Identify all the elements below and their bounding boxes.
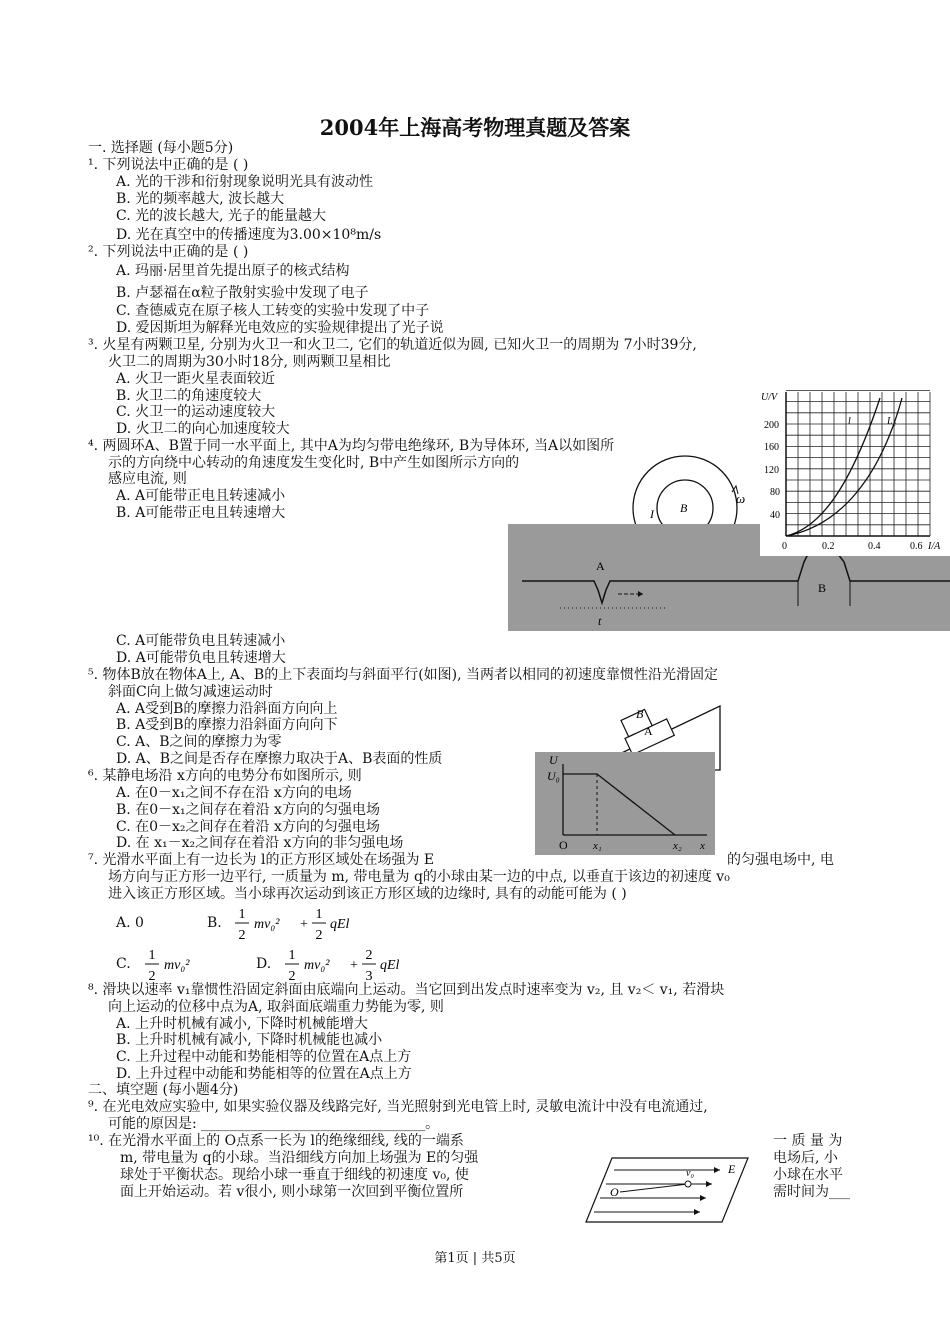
text-line: B. 火卫二的角速度较大 bbox=[116, 388, 262, 404]
text-line: D. A可能带负电且转速增大 bbox=[116, 650, 286, 666]
svg-text:U: U bbox=[549, 753, 558, 767]
text-line: A. 玛丽·居里首先提出原子的核式结构 bbox=[116, 263, 350, 279]
text-line: 的匀强电场中, 电 bbox=[727, 852, 834, 868]
svg-text:200: 200 bbox=[764, 420, 779, 431]
svg-text:mv₀²: mv₀² bbox=[304, 958, 330, 973]
svg-text:qEl: qEl bbox=[330, 917, 350, 932]
text-line: 一 质 量 为 bbox=[773, 1133, 843, 1149]
text-line: ². 下列说法中正确的是 ( ) bbox=[88, 244, 249, 260]
svg-text:U₀: U₀ bbox=[547, 769, 560, 783]
svg-text:1: 1 bbox=[315, 907, 323, 922]
text-line: ⁸. 滑块以速率 v₁靠惯性沿固定斜面由底端向上运动。当它回到出发点时速率变为 v₂, 且 v₂＜ v₁, 若滑块 bbox=[88, 982, 725, 998]
text-line: ³. 火星有两颗卫星, 分别为火卫一和火卫二, 它们的轨道近似为圆, 已知火卫一的周期为 7小时39分, bbox=[88, 337, 697, 353]
text-line: ¹⁰. 在光滑水平面上的 O点系一长为 l的绝缘细线, 线的一端系 bbox=[88, 1133, 464, 1149]
text-line: 示的方向绕中心转动的角速度发生变化时, B中产生如图所示方向的 bbox=[108, 455, 520, 471]
text-line: 感应电流, 则 bbox=[108, 471, 187, 487]
svg-text:ω: ω bbox=[736, 491, 746, 506]
svg-text:mv₀²: mv₀² bbox=[254, 917, 280, 932]
svg-text:t: t bbox=[598, 614, 602, 628]
svg-text:120: 120 bbox=[764, 465, 779, 476]
svg-text:3: 3 bbox=[365, 969, 373, 984]
text-line: 面上开始运动。若 v很小, 则小球第一次回到平衡位置所 bbox=[120, 1184, 464, 1200]
text-line: C. A可能带负电且转速减小 bbox=[116, 633, 286, 649]
text-line: B. A受到B的摩擦力沿斜面方向向下 bbox=[116, 717, 338, 733]
text-line: m, 带电量为 q的小球。当沿细线方向加上场强为 E的匀强 bbox=[120, 1150, 479, 1166]
svg-text:0.4: 0.4 bbox=[868, 541, 881, 552]
svg-text:v₀: v₀ bbox=[686, 1168, 694, 1179]
svg-text:0.6: 0.6 bbox=[910, 541, 923, 552]
u-i-graph bbox=[760, 388, 950, 556]
text-line: C. bbox=[116, 956, 131, 972]
svg-text:0: 0 bbox=[782, 541, 787, 552]
svg-text:E: E bbox=[728, 1162, 736, 1176]
text-line: C. 上升过程中动能和势能相等的位置在A点上方 bbox=[116, 1049, 412, 1065]
option-c-formula bbox=[140, 943, 230, 985]
text-line: D. 光在真空中的传播速度为3.00×10⁸m/s bbox=[116, 227, 382, 243]
text-line: 进入该正方形区域。当小球再次运动到该正方形区域的边缘时, 具有的动能可能为 ( ) bbox=[108, 886, 627, 902]
text-line: 一. 选择题 (每小题5分) bbox=[88, 140, 234, 156]
text-line: B. 光的频率越大, 波长越大 bbox=[116, 191, 285, 207]
svg-text:O: O bbox=[610, 1185, 619, 1199]
text-line: 球处于平衡状态。现给小球一垂直于细线的初速度 v₀, 使 bbox=[120, 1167, 469, 1183]
svg-text:+: + bbox=[350, 958, 358, 973]
svg-text:B: B bbox=[636, 707, 644, 721]
text-line: 电场后, 小 bbox=[773, 1150, 838, 1166]
svg-text:40: 40 bbox=[770, 510, 780, 521]
svg-text:2: 2 bbox=[238, 928, 246, 943]
svg-text:2: 2 bbox=[148, 969, 156, 984]
text-line: D. A、B之间是否存在摩擦力取决于A、B表面的性质 bbox=[116, 751, 443, 767]
svg-text:I/A: I/A bbox=[928, 541, 941, 552]
text-line: C. A、B之间的摩擦力为零 bbox=[116, 734, 282, 750]
text-line: A. 上升时机械有减小, 下降时机械能增大 bbox=[116, 1016, 368, 1032]
text-line: A. 0 bbox=[116, 915, 144, 931]
svg-text:2: 2 bbox=[315, 928, 323, 943]
svg-text:x: x bbox=[700, 840, 705, 852]
svg-text:I: I bbox=[650, 507, 654, 521]
text-line: B. 卢瑟福在α粒子散射实验中发现了电子 bbox=[116, 285, 369, 301]
text-line: ⁴. 两圆环A、B置于同一水平面上, 其中A为均匀带电绝缘环, B为导体环, 当A以如图所 bbox=[88, 438, 615, 454]
svg-text:l: l bbox=[848, 416, 851, 427]
text-line: 二、填空题 (每小题4分) bbox=[88, 1082, 239, 1098]
svg-text:+: + bbox=[300, 917, 308, 932]
text-line: C. 光的波长越大, 光子的能量越大 bbox=[116, 208, 327, 224]
text-line: B. 上升时机械有减小, 下降时机械能也减小 bbox=[116, 1032, 383, 1048]
svg-text:1: 1 bbox=[288, 948, 296, 963]
svg-text:B: B bbox=[818, 581, 827, 595]
text-line: ⁶. 某静电场沿 x方向的电势分布如图所示, 则 bbox=[88, 768, 362, 784]
svg-text:qEl: qEl bbox=[380, 958, 400, 973]
text-line: B. A可能带正电且转速增大 bbox=[116, 505, 286, 521]
text-line: A. A受到B的摩擦力沿斜面方向向上 bbox=[116, 701, 338, 717]
text-line: D. 上升过程中动能和势能相等的位置在A点上方 bbox=[116, 1066, 412, 1082]
svg-text:2: 2 bbox=[288, 969, 296, 984]
svg-text:x₂: x₂ bbox=[673, 840, 682, 852]
svg-text:2: 2 bbox=[365, 948, 373, 963]
text-line: B. bbox=[207, 915, 222, 931]
page-title: 2004年上海高考物理真题及答案 bbox=[319, 115, 631, 140]
text-line: D. bbox=[256, 956, 272, 972]
page-footer: 第1页 | 共5页 bbox=[434, 1251, 516, 1266]
svg-text:U/V: U/V bbox=[761, 392, 778, 403]
text-line: D. 爱因斯坦为解释光电效应的实验规律提出了光子说 bbox=[116, 320, 444, 336]
text-line: ⁷. 光滑水平面上有一边长为 l的正方形区域处在场强为 E bbox=[88, 852, 435, 868]
text-line: A. 光的干涉和衍射现象说明光具有波动性 bbox=[116, 174, 374, 190]
svg-text:160: 160 bbox=[764, 442, 779, 453]
field-plane-figure bbox=[580, 1152, 755, 1227]
svg-text:A: A bbox=[596, 559, 605, 573]
svg-text:0.2: 0.2 bbox=[822, 541, 835, 552]
text-line: ¹. 下列说法中正确的是 ( ) bbox=[88, 157, 249, 173]
text-line: 向上运动的位移中点为A, 取斜面底端重力势能为零, 则 bbox=[108, 999, 444, 1015]
text-line: 可能的原因是: ________________________________。 bbox=[108, 1116, 440, 1132]
text-line: A. 在0－x₁之间不存在沿 x方向的电场 bbox=[116, 785, 352, 801]
text-line: 场方向与正方形一边平行, 一质量为 m, 带电量为 q的小球由某一边的中点, 以垂直于该边的初速度 v₀ bbox=[108, 869, 730, 885]
potential-graph bbox=[535, 752, 715, 855]
text-line: 斜面C向上做匀减速运动时 bbox=[108, 684, 273, 700]
text-line: D. 火卫二的向心加速度较大 bbox=[116, 421, 290, 437]
option-d-formula bbox=[280, 943, 440, 985]
text-line: C. 火卫一的运动速度较大 bbox=[116, 404, 276, 420]
svg-text:1: 1 bbox=[148, 948, 156, 963]
svg-text:B: B bbox=[680, 501, 688, 515]
text-line: C. 查德威克在原子核人工转变的实验中发现了中子 bbox=[116, 303, 430, 319]
svg-text:O: O bbox=[559, 838, 568, 852]
svg-text:80: 80 bbox=[770, 487, 780, 498]
svg-text:L₂: L₂ bbox=[887, 416, 897, 427]
text-line: B. 在0－x₁之间存在着沿 x方向的匀强电场 bbox=[116, 802, 380, 818]
text-line: C. 在0－x₂之间存在着沿 x方向的匀强电场 bbox=[116, 819, 380, 835]
text-line: 小球在水平 bbox=[773, 1167, 843, 1183]
text-line: ⁹. 在光电效应实验中, 如果实验仪器及线路完好, 当光照射到光电管上时, 灵敏电流计中没有电流通过, bbox=[88, 1099, 708, 1115]
text-line: 火卫二的周期为30小时18分, 则两颗卫星相比 bbox=[108, 354, 391, 370]
svg-text:x₁: x₁ bbox=[593, 840, 602, 852]
text-line: 需时间为___ bbox=[773, 1184, 850, 1200]
text-line: D. 在 x₁－x₂之间存在着沿 x方向的非匀强电场 bbox=[116, 835, 404, 851]
text-line: A. 火卫一距火星表面较近 bbox=[116, 371, 276, 387]
text-line: ⁵. 物体B放在物体A上, A、B的上下表面均与斜面平行(如图), 当两者以相同的初速度靠惯性沿光滑固定 bbox=[88, 667, 719, 683]
svg-text:A: A bbox=[644, 724, 653, 738]
svg-text:mv₀²: mv₀² bbox=[164, 958, 190, 973]
option-b-formula bbox=[230, 902, 390, 944]
svg-text:1: 1 bbox=[238, 907, 246, 922]
text-line: A. A可能带正电且转速减小 bbox=[116, 488, 286, 504]
